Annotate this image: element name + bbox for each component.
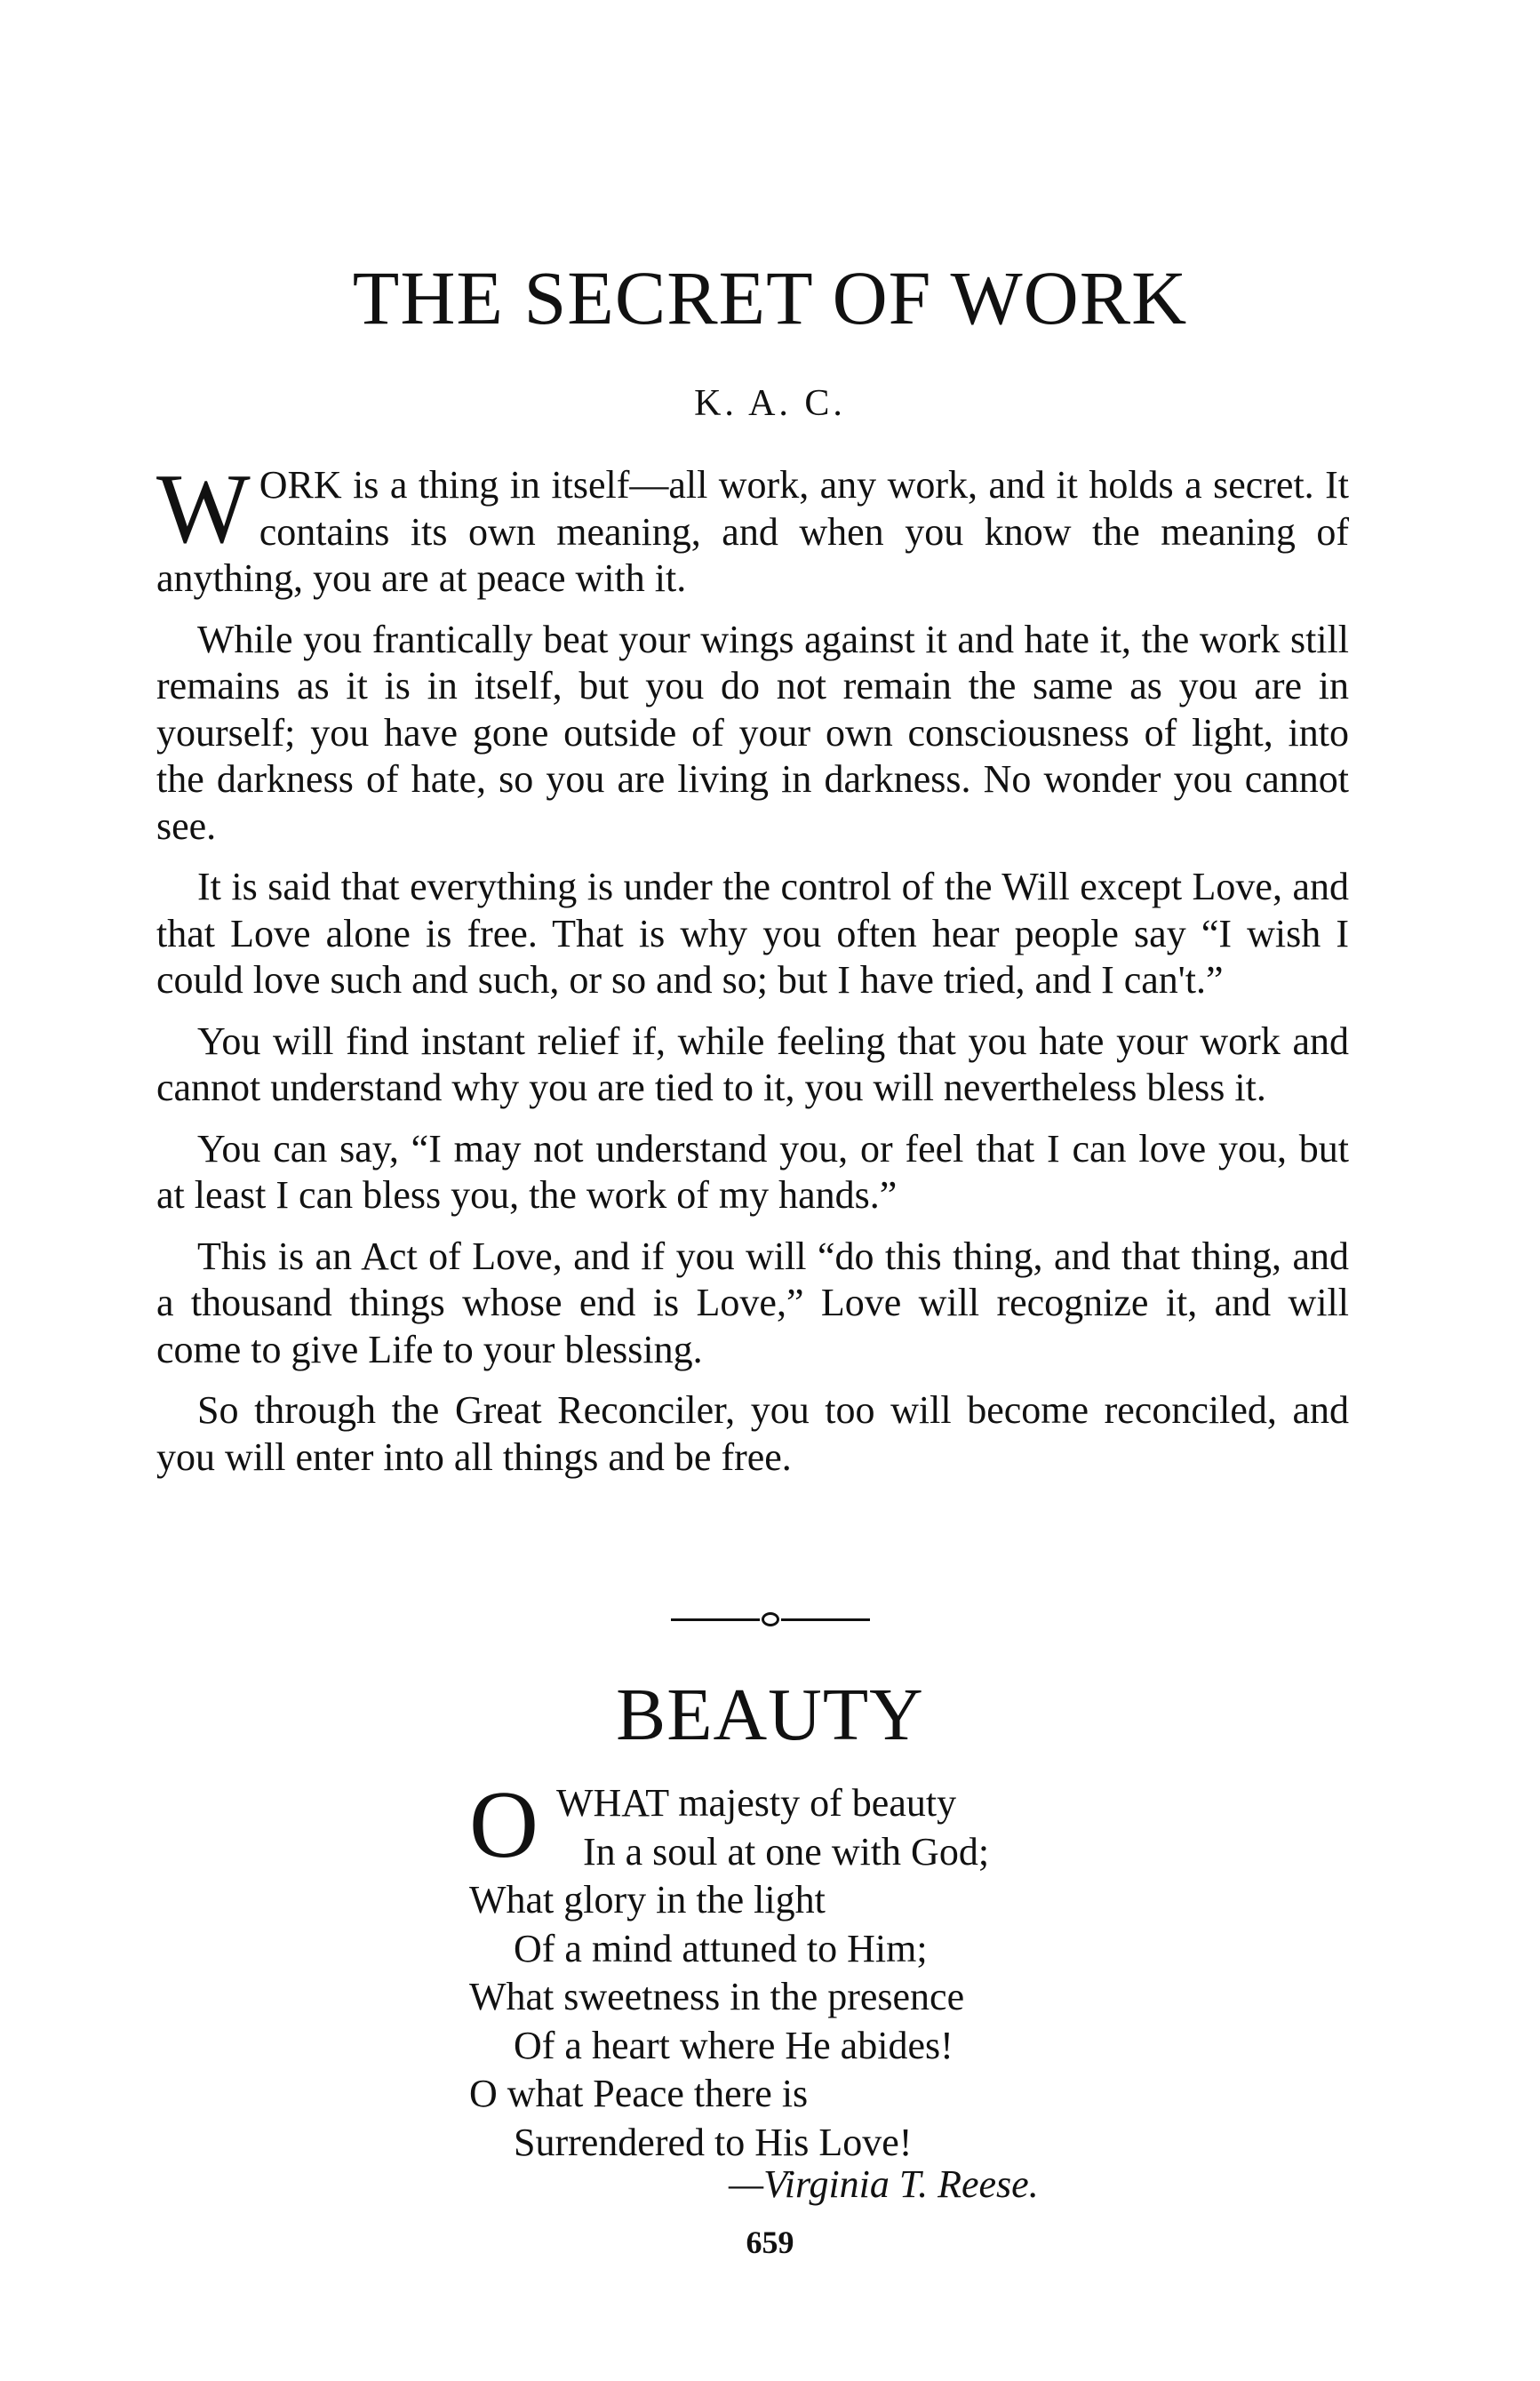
poem-line: What sweetness in the presence xyxy=(469,1975,965,2018)
article-paragraph-5: You can say, “I may not understand you, or feel that I can love you, but at least I can bless you, the work of my hands.” xyxy=(156,1126,1349,1217)
poem-line: What glory in the light xyxy=(469,1878,826,1922)
first-word-rest: ORK xyxy=(259,463,342,507)
article-paragraph-4: You will find instant relief if, while feeling that you hate your work and cannot understand why you are tied to it, you will nevertheless bless it. xyxy=(156,1019,1349,1109)
paragraph-text: is a thing in itself—all work, any work, and it holds a secret. It contains its own meaning, and when you know the meaning of anything, you are at peace with it. xyxy=(156,463,1349,600)
separator-rule-right xyxy=(781,1618,870,1621)
separator-ornament-icon xyxy=(762,1612,779,1626)
separator-rule-left xyxy=(671,1618,760,1621)
poem-line: Surrendered to His Love! xyxy=(514,2120,913,2164)
poem-title: BEAUTY xyxy=(616,1674,924,1756)
poem-line: Of a mind attuned to Him; xyxy=(514,1926,928,1970)
article-paragraph-3: It is said that everything is under the control of the Will except Love, and that Love alone is free. That is why you often hear people say “I wish I could love such and such, or so and so; but I have tried, and I can't.” xyxy=(156,865,1349,1002)
section-separator xyxy=(0,1610,1540,1628)
article-paragraph-2: While you frantically beat your wings against it and hate it, the work still remains as it is in itself, but you do not remain the same as you are in yourself; you have gone outside of your own consciousness of light, into the darkness of hate, so you are living in darkness. No wonder you cannot see. xyxy=(156,617,1349,848)
poem-attribution: —Virginia T. Reese. xyxy=(729,2162,1039,2206)
poem-line: O what Peace there is xyxy=(469,2072,809,2115)
article-body xyxy=(156,454,1349,1495)
article-paragraph-1 xyxy=(156,454,1349,603)
article-paragraph-7: So through the Great Reconciler, you too will become reconciled, and you will enter into all things and be free. xyxy=(156,1388,1349,1479)
poem-line: WHAT majesty of beauty xyxy=(556,1781,957,1825)
poem-line: In a soul at one with God; xyxy=(583,1829,990,1874)
article-title: THE SECRET OF WORK xyxy=(352,255,1188,340)
article-byline: K. A. C. xyxy=(694,383,846,424)
page-number: 659 xyxy=(746,2225,794,2260)
article-paragraph-6: This is an Act of Love, and if you will “do this thing, and that thing, and a thousand things whose end is Love,” Love will recognize it, and will come to give Life to your blessing. xyxy=(156,1234,1349,1371)
poem-line: Of a heart where He abides! xyxy=(514,2023,954,2067)
poem-dropcap-letter: O xyxy=(469,1772,539,1878)
dropcap-letter: W xyxy=(156,454,251,564)
poem-body xyxy=(469,1772,1269,2167)
